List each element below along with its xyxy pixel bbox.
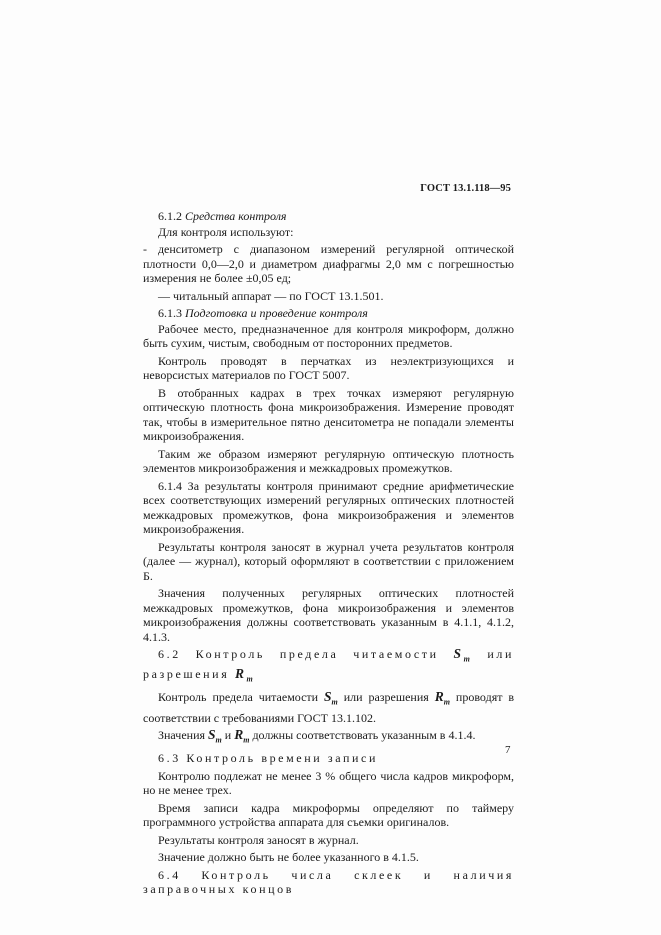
paragraph: Рабочее место, предназначенное для контроля микроформ, должно быть сухим, чистым, свободным от посторонних предметов. [143, 321, 514, 350]
symbol-r-m [434, 689, 450, 708]
symbol: R [234, 727, 244, 743]
symbol: S [453, 646, 464, 661]
text: проводят в соответствии с требованиями ГОСТ 13.1.102. [143, 690, 515, 725]
symbol: S [324, 689, 332, 705]
subscript: m [463, 654, 473, 664]
text: должны соответствовать указанным в 4.1.4. [252, 728, 476, 743]
symbol: R [434, 689, 444, 705]
heading-text: или разрешения [143, 647, 514, 682]
symbol: R [234, 666, 247, 682]
section-6-1-2-heading [143, 209, 514, 224]
symbol: S [208, 727, 216, 743]
page-number: 7 [505, 744, 511, 756]
document-body [143, 209, 514, 900]
subscript: m [246, 674, 256, 684]
heading-text: 6.2 Контроль предела читаемости [158, 647, 439, 661]
document-code-header: ГОСТ 13.1.118—95 [420, 183, 511, 194]
paragraph: Результаты контроля заносят в журнал. [158, 832, 359, 847]
text: и [224, 728, 232, 743]
paragraph: Значения полученных регулярных оптических плотностей межкадровых промежутков, фона микроизображения и элементов микроизображения должны соответствовать указанным в 4.1.1, 4.1.2, 4.1.3. [143, 586, 514, 644]
section-number: 6.1.3 [158, 306, 182, 320]
paragraph [143, 728, 514, 748]
subscript: m [243, 735, 250, 745]
paragraph: Для контроля используют: [158, 224, 294, 239]
section-6-2-heading [143, 647, 514, 687]
text: Контроль предела читаемости [158, 690, 319, 705]
section-6-3-heading: 6.3 Контроль времени записи [158, 751, 378, 766]
symbol-s-m [324, 689, 338, 708]
paragraph: Время записи кадра микроформы определяют по таймеру программного устройства аппарата для съемки оригиналов. [143, 800, 514, 830]
text: Значения [158, 728, 206, 743]
section-title: Средства контроля [185, 209, 287, 223]
paragraph: Контроль проводят в перчатках из неэлектризующихся и неворсистых материалов по ГОСТ 5007. [143, 353, 514, 382]
paragraph: Контролю подлежат не менее 3 % общего числа кадров микроформ, но не менее трех. [143, 768, 514, 798]
symbol-s-m [453, 646, 473, 664]
section-number: 6.1.2 [158, 209, 182, 223]
paragraph [143, 690, 514, 725]
paragraph: Таким же образом измеряют регулярную оптическую плотность элементов микроизображения и межкадровых промежутков. [143, 446, 514, 475]
symbol-r-m [234, 727, 250, 745]
section-6-1-3-heading [143, 306, 514, 321]
symbol-r-m [234, 666, 256, 684]
symbol-s-m [208, 727, 222, 745]
list-item: — читальный аппарат — по ГОСТ 13.1.501. [158, 288, 384, 303]
paragraph: В отобранных кадрах в трех точках измеряют регулярную оптическую плотность фона микроизображения. Измерение проводят так, чтобы в измерительное пятно денситометра не попадали элементы микроизображения. [143, 385, 514, 443]
text: или разрешения [343, 690, 429, 705]
section-6-4-heading: 6.4 Контроль числа склеек и наличия заправочных концов [143, 867, 514, 897]
subscript: m [331, 698, 338, 708]
section-title: Подготовка и проведение контроля [185, 306, 368, 320]
paragraph: Значение должно быть не более указанного в 4.1.5. [158, 850, 419, 865]
subscript: m [215, 735, 222, 745]
section-6-1-4-paragraph: 6.1.4 За результаты контроля принимают средние арифметические всех соответствующих измерений регулярных оптических плотностей межкадровых промежутков, фона микроизображения и элементов микроизображения. [143, 478, 514, 536]
paragraph: Результаты контроля заносят в журнал учета результатов контроля (далее — журнал), который оформляют в соответствии с приложением Б. [143, 539, 514, 583]
subscript: m [443, 698, 450, 708]
list-item: - денситометр с диапазоном измерений регулярной оптической плотности 0,0—2,0 и диаметром диафрагмы 2,0 мм с погрешностью измерения не более ±0,05 ед; [143, 242, 514, 285]
